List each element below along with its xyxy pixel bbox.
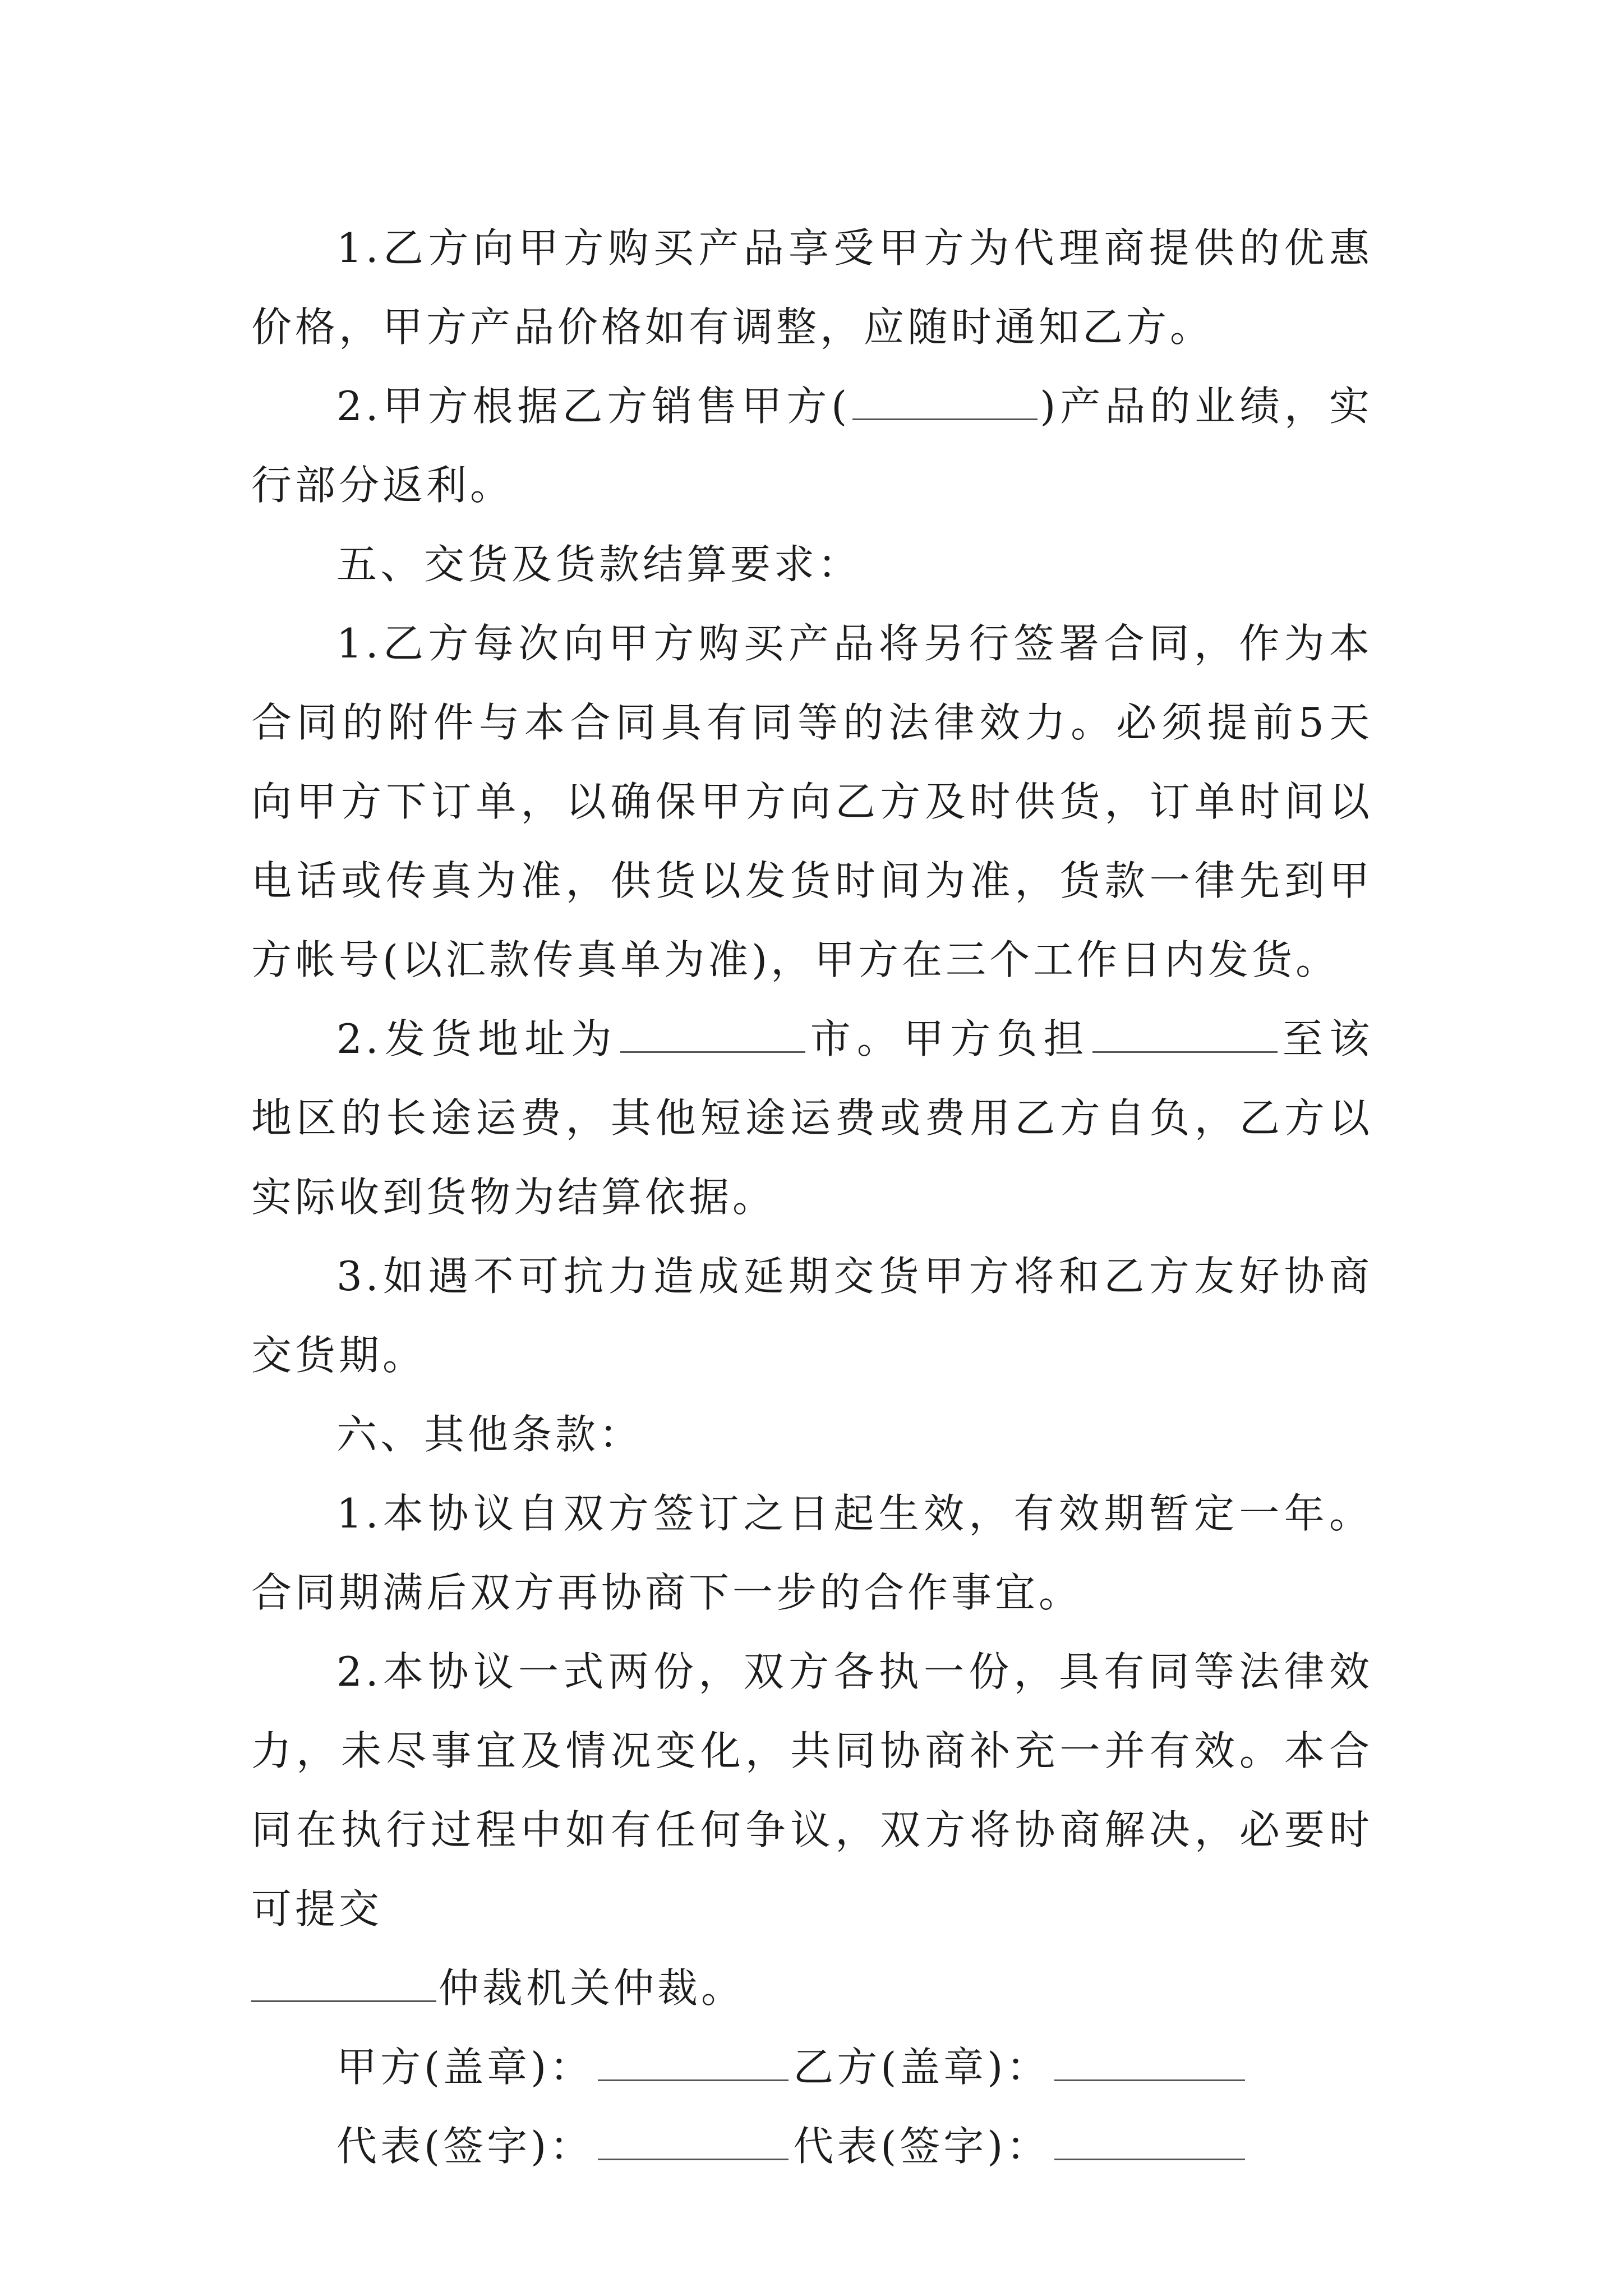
rep-b-sign-label: 代表(签字)： [793,2123,1050,2170]
clause-5-2 [251,1000,1373,1237]
clause-5-1-text: 1.乙方每次向甲方购买产品将另行签署合同，作为本合同的附件与本合同具有同等的法律效力。必须提前5天向甲方下订单，以确保甲方向乙方及时供货，订单时间以电话或传真为准，供货以发货时间为准，货款一律先到甲方帐号(以汇款传真单为准)，甲方在三个工作日内发货。 [251,620,1373,983]
clause-6-1 [251,1474,1373,1632]
clause-6-2-continued-text: 仲裁机关仲裁。 [439,1964,745,2012]
blank-field-city[interactable] [620,1015,805,1053]
section-heading-6-text: 六、其他条款： [336,1411,643,1458]
clause-6-2-text: 2.本协议一式两份，双方各执一份，具有同等法律效力，未尽事宜及情况变化，共同协商补充一并有效。本合同在执行过程中如有任何争议，双方将协商解决，必要时可提交 [251,1648,1373,1932]
clause-5-2-text-c: 至该地区的长途运费，其他短途运费或费用乙方自负，乙方以实际收到货物为结算依据。 [251,1015,1373,1221]
rep-a-sign-label: 代表(签字)： [336,2123,594,2170]
rep-a-sign-field[interactable] [598,2123,789,2160]
clause-4-1-text: 1.乙方向甲方购买产品享受甲方为代理商提供的优惠价格，甲方产品价格如有调整，应随时通知乙方。 [251,224,1373,351]
section-heading-6 [251,1395,1373,1474]
party-a-seal-label: 甲方(盖章)： [336,2044,594,2091]
clause-4-2 [251,367,1373,525]
clause-4-2-text-a: 2.甲方根据乙方销售甲方( [336,383,851,430]
signature-row-seal [251,2028,1373,2107]
clause-5-1 [251,604,1373,1000]
clause-5-3 [251,1237,1373,1395]
signature-row-sign [251,2107,1373,2186]
blank-field-product[interactable] [852,383,1038,420]
clause-6-2 [251,1632,1373,1949]
clause-5-2-text-a: 2.发货地址为 [336,1015,618,1062]
section-heading-5-text: 五、交货及货款结算要求： [336,541,862,588]
clause-5-2-text-b: 市。甲方负担 [807,1015,1090,1062]
party-a-seal-field[interactable] [598,2044,789,2081]
section-heading-5 [251,525,1373,604]
party-b-seal-field[interactable] [1054,2044,1245,2081]
rep-b-sign-field[interactable] [1054,2123,1245,2160]
clause-4-1 [251,209,1373,367]
party-b-seal-label: 乙方(盖章)： [793,2044,1050,2091]
blank-field-freight-from[interactable] [1092,1015,1278,1053]
clause-6-2-continued [251,1949,1373,2028]
blank-field-arbitration[interactable] [251,1964,436,2002]
clause-4-2-text-b: )产品的业绩，实行部分返利。 [251,383,1373,509]
clause-6-1-text: 1.本协议自双方签订之日起生效，有效期暂定一年。合同期满后双方再协商下一步的合作事宜。 [251,1490,1373,1616]
document-body [251,209,1373,2186]
clause-5-3-text: 3.如遇不可抗力造成延期交货甲方将和乙方友好协商交货期。 [251,1253,1373,1379]
